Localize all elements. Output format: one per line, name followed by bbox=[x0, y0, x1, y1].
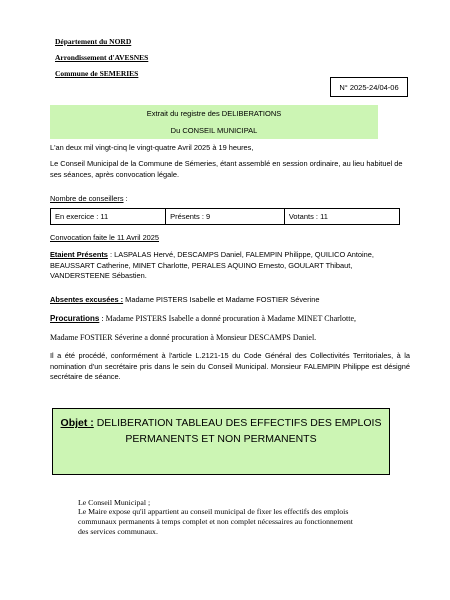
count-votants: Votants : 11 bbox=[284, 209, 399, 225]
procurations-line1: : Madame PISTERS Isabelle a donné procuration à Madame MINET Charlotte, bbox=[99, 314, 357, 323]
presents-label: Etaient Présents bbox=[50, 250, 108, 259]
departement-heading: Département du NORD bbox=[55, 37, 132, 46]
objet-title-line1: DELIBERATION TABLEAU DES EFFECTIFS DES EMPLOIS bbox=[93, 417, 382, 429]
absentes-paragraph bbox=[50, 295, 410, 306]
procurations-line2: Madame FOSTIER Séverine a donné procuration à Monsieur DESCAMPS Daniel. bbox=[50, 333, 317, 342]
objet-title-line2: PERMANENTS ET NON PERMANENTS bbox=[125, 433, 317, 445]
absentes-label: Absentes excusées : bbox=[50, 295, 124, 304]
objet-label: Objet : bbox=[60, 417, 94, 429]
presents-paragraph bbox=[50, 250, 410, 282]
extract-title-line1: Extrait du registre des DELIBERATIONS bbox=[146, 109, 282, 118]
objet-box bbox=[52, 408, 390, 475]
conseil-line3: communaux permanents à temps complet et non complet nécessaires au fonctionnement bbox=[78, 517, 353, 526]
assembly-paragraph: Le Conseil Municipal de la Commune de Sémeries, étant assemblé en session ordinaire, au lieu habituel de ses séances, après convocation légale. bbox=[50, 159, 403, 179]
council-count-table bbox=[50, 208, 400, 225]
count-en-exercice: En exercice : 11 bbox=[51, 209, 166, 225]
council-count-heading bbox=[50, 194, 410, 205]
conseil-line2: Le Maire expose qu'il appartient au conseil municipal de fixer les effectifs des emplois bbox=[78, 507, 349, 516]
presents-list: : LASPALAS Hervé, DESCAMPS Daniel, FALEMPIN Philippe, QUILICO Antoine, BEAUSSART Catherine, MINET Charlotte, PERALES AQUINO Ernesto, GOULART Thibaut, VANDERSTEENE Sébastien. bbox=[50, 250, 374, 280]
meeting-date: L'an deux mil vingt-cinq le vingt-quatre Avril 2025 à 19 heures, bbox=[50, 143, 254, 152]
conseil-line4: des services communaux. bbox=[78, 527, 158, 536]
arrondissement-heading: Arrondissement d'AVESNES bbox=[55, 53, 149, 62]
extract-title-line2: Du CONSEIL MUNICIPAL bbox=[170, 126, 258, 135]
council-count-label: Nombre de conseillers bbox=[50, 194, 124, 203]
council-count-colon: : bbox=[123, 194, 128, 203]
deliberation-number-box bbox=[330, 77, 408, 97]
convocation-date: Convocation faite le 11 Avril 2025 bbox=[50, 233, 160, 242]
conseil-line1: Le Conseil Municipal ; bbox=[78, 498, 151, 507]
commune-heading: Commune de SEMERIES bbox=[55, 69, 139, 78]
count-presents: Présents : 9 bbox=[166, 209, 285, 225]
procurations-label: Procurations bbox=[50, 314, 100, 323]
procurations-paragraph bbox=[50, 314, 410, 325]
extract-banner bbox=[50, 105, 378, 139]
secretary-paragraph: Il a été procédé, conformément à l'article L.2121-15 du Code Général des Collectivités Territoriales, à la nomination d'un secrétaire pris dans le sein du Conseil Municipal. Monsieur FALEMPIN Philippe est désigné secrétaire de séance. bbox=[50, 351, 410, 381]
deliberation-number: N° 2025-24/04-06 bbox=[339, 82, 399, 92]
absentes-list: Madame PISTERS Isabelle et Madame FOSTIER Séverine bbox=[123, 295, 320, 304]
